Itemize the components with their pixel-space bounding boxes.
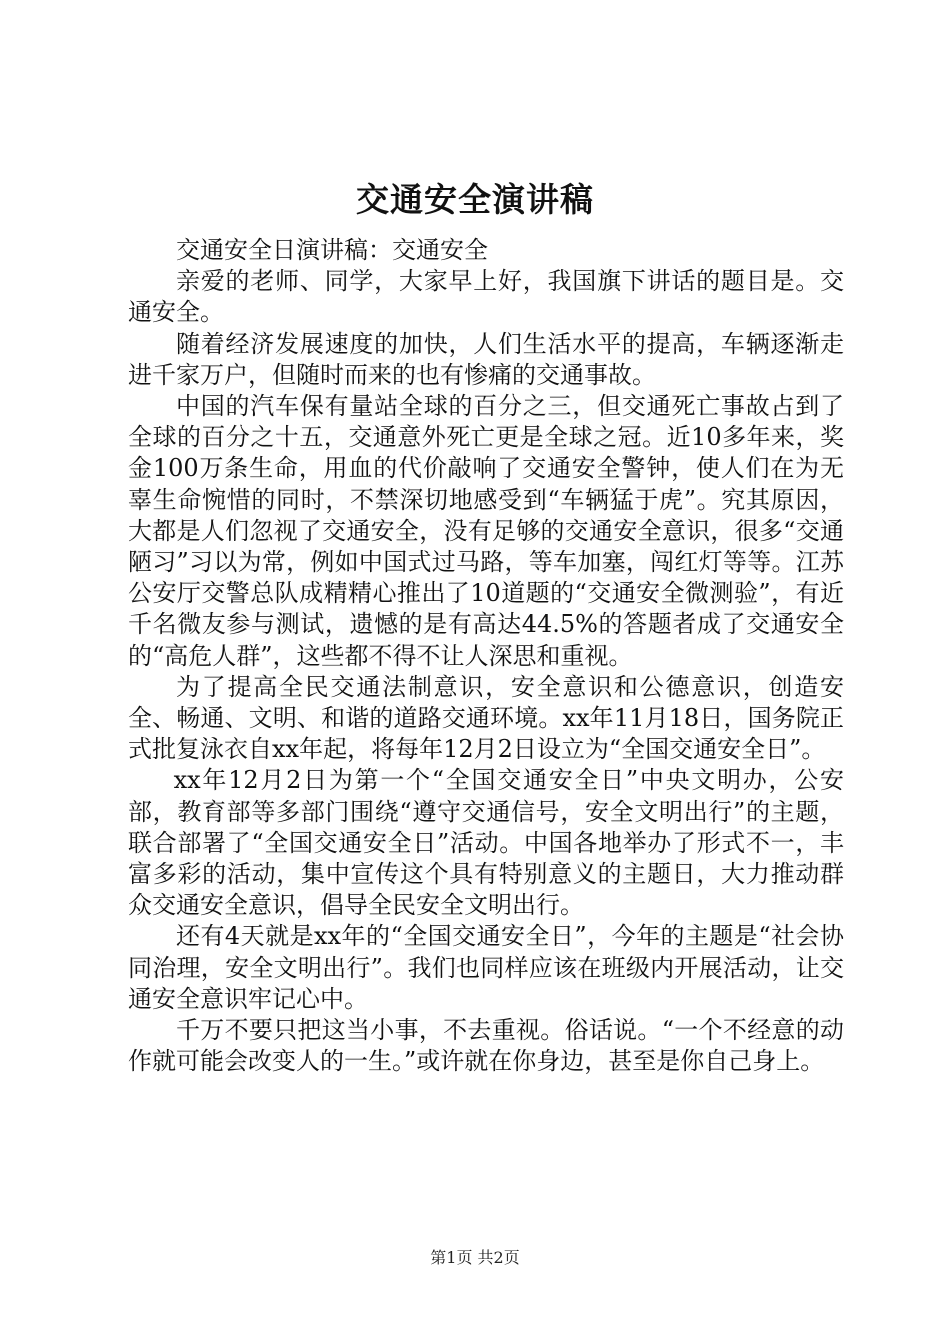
paragraph-statistics: 中国的汽车保有量站全球的百分之三，但交通死亡事故占到了全球的百分之十五，交通意外死亡更是全球之冠。近10多年来，奖金100万条生命，用血的代价敲响了交通安全警钟，使人们在为无辜生命惋惜的同时，不禁深切地感受到“车辆猛于虎”。究其原因，大都是人们忽视了交通安全，没有足够的交通安全意识，很多“交通陋习”习以为常，例如中国式过马路，等车加塞，闯红灯等等。江苏公安厅交警总队成精精心推出了10道题的“交通安全微测验”，有近千名微友参与测试，遗憾的是有高达44.5%的答题者成了交通安全的“高危人群”，这些都不得不让人深思和重视。 — [128, 392, 844, 670]
paragraph-safety-day: 为了提高全民交通法制意识，安全意识和公德意识，创造安全、畅通、文明、和谐的道路交通环境。xx年11月18日，国务院正式批复泳衣自xx年起，将每年12月2日设立为“全国交通安全日”。 — [128, 672, 844, 764]
paragraph-greeting: 亲爱的老师、同学，大家早上好，我国旗下讲话的题目是。交通安全。 — [128, 267, 844, 327]
document-body — [128, 235, 844, 1077]
paragraph-this-year: 还有4天就是xx年的“全国交通安全日”，今年的主题是“社会协同治理，安全文明出行”。我们也同样应该在班级内开展活动，让交通安全意识牢记心中。 — [128, 922, 844, 1013]
paragraph-first-safety-day: xx年12月2日为第一个“全国交通安全日”中央文明办，公安部，教育部等多部门围绕“遵守交通信号，安全文明出行”的主题，联合部署了“全国交通安全日”活动。中国各地举办了形式不一，丰富多彩的活动，集中宣传这个具有特别意义的主题日，大力推动群众交通安全意识，倡导全民安全文明出行。 — [128, 766, 844, 920]
document-title: 交通安全演讲稿 — [356, 180, 594, 219]
page-number: 第1页 共2页 — [430, 1248, 520, 1267]
paragraph-economy: 随着经济发展速度的加快，人们生活水平的提高，车辆逐渐走进千家万户，但随时而来的也有惨痛的交通事故。 — [128, 329, 844, 389]
paragraph-subtitle: 交通安全日演讲稿：交通安全 — [176, 236, 488, 264]
paragraph-closing: 千万不要只把这当小事，不去重视。俗话说。“一个不经意的动作就可能会改变人的一生。”或许就在你身边，甚至是你自己身上。 — [128, 1016, 844, 1076]
